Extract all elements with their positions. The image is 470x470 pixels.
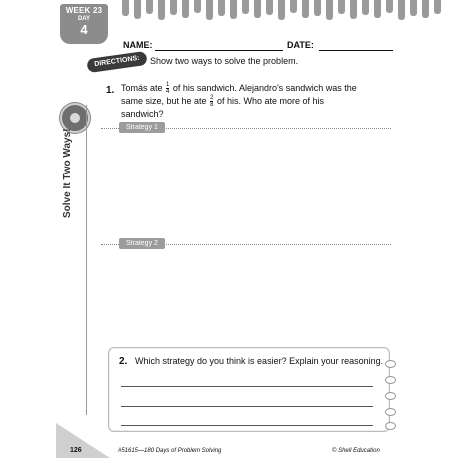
question-2-number: 2. xyxy=(119,356,128,367)
strategy-1-header xyxy=(101,122,391,134)
strategy-2-header xyxy=(101,238,391,250)
fraction-a-numerator: 1 xyxy=(166,82,170,89)
name-date-row xyxy=(113,40,383,54)
date-label: DATE: xyxy=(287,40,314,50)
week-day-tab xyxy=(60,4,108,44)
binder-ring-icon xyxy=(385,376,396,384)
side-divider xyxy=(86,105,87,415)
answer-line[interactable] xyxy=(121,386,373,387)
page-number: 126 xyxy=(70,447,82,454)
question-1-text-b: of his sandwich. Alejandro's sandwich was the same size, but he ate xyxy=(121,83,357,107)
fraction-a-denominator: 4 xyxy=(166,89,170,96)
day-number: 4 xyxy=(80,22,88,37)
side-strip xyxy=(0,45,100,470)
strategy-2-work-area[interactable] xyxy=(110,256,380,344)
fraction-b-denominator: 8 xyxy=(210,102,214,109)
binder-ring-icon xyxy=(385,422,396,430)
name-label: NAME: xyxy=(123,40,153,50)
question-1-number: 1. xyxy=(106,85,115,96)
directions-badge: DIRECTIONS: xyxy=(86,51,147,73)
binder-ring-icon xyxy=(385,408,396,416)
binder-ring-icon xyxy=(385,360,396,368)
question-1-text xyxy=(121,82,361,121)
fraction-b-numerator: 2 xyxy=(210,95,214,102)
top-banner xyxy=(120,0,445,22)
strategy-1-work-area[interactable] xyxy=(110,140,380,235)
publisher: © Shell Education xyxy=(332,448,380,454)
side-title: Solve It Two Ways! xyxy=(62,128,73,218)
answer-line[interactable] xyxy=(121,425,373,426)
strategy-2-label: Strategy 2 xyxy=(119,238,165,249)
question-1-text-a: Tomás ate xyxy=(121,83,163,93)
week-label: WEEK 23 xyxy=(65,6,103,15)
binder-ring-icon xyxy=(385,392,396,400)
day-label: DAY xyxy=(77,16,91,22)
fraction-one-quarter xyxy=(166,82,169,95)
directions-text: Show two ways to solve the problem. xyxy=(150,56,299,66)
fraction-two-eighths xyxy=(210,95,213,108)
strategy-1-label: Strategy 1 xyxy=(119,122,165,133)
book-title: #51615—180 Days of Problem Solving xyxy=(118,448,222,454)
page-footer xyxy=(0,444,470,460)
date-line[interactable] xyxy=(319,50,393,51)
question-2-box xyxy=(108,347,390,432)
answer-line[interactable] xyxy=(121,406,373,407)
question-2-text: Which strategy do you think is easier? Explain your reasoning. xyxy=(135,356,384,366)
name-line[interactable] xyxy=(155,50,283,51)
question-1-text-c: of his. Who ate more of his sandwich? xyxy=(121,96,324,120)
